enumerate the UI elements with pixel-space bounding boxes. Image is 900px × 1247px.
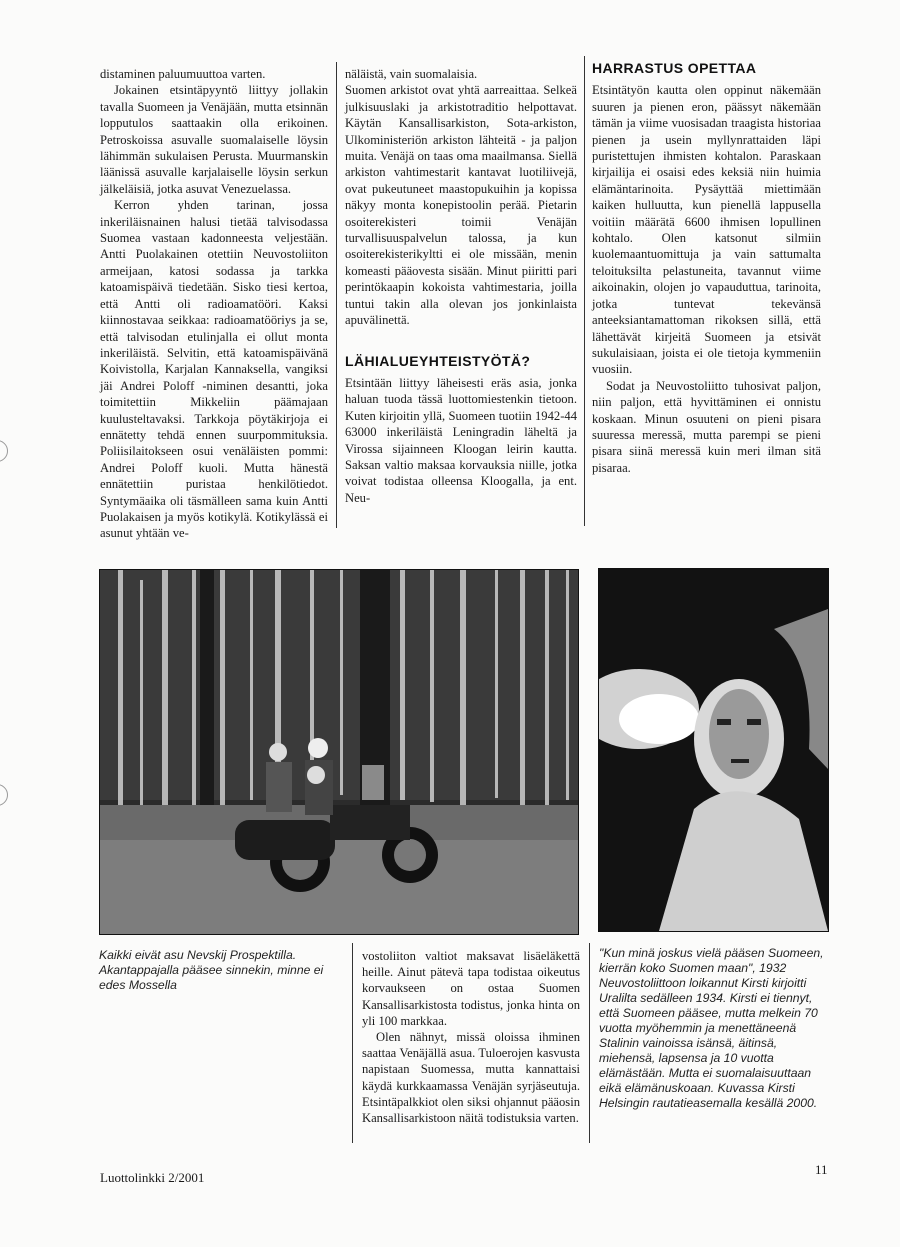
forest-motorcycle-photo <box>99 569 579 935</box>
photo-illustration <box>599 569 828 931</box>
paragraph: distaminen paluumuuttoa varten. <box>100 67 266 81</box>
publication-footer: Luottolinkki 2/2001 <box>100 1170 205 1185</box>
column-rule <box>589 943 590 1143</box>
woman-portrait-photo <box>598 568 829 932</box>
article-column-2 <box>345 66 577 506</box>
caption-text: Kaikki eivät asu Nevskij Prospektilla. Akantappajalla pääsee sinnekin, minne ei edes Mossella <box>99 948 324 992</box>
paragraph: Olen nähnyt, missä oloissa ihminen saattaa Venäjällä asua. Tuloerojen kasvusta napistaan Suomessa, mutta kannattaisi käydä kurkkaamassa Venäjän syrjäseutuja. Etsintäpalkkiot olen siksi ohjannut pääosin Kansallisarkistoon näitä todistuksia varten. <box>362 1030 580 1126</box>
article-column-1 <box>100 66 328 542</box>
article-column-3 <box>592 60 821 476</box>
punch-hole-mark-bottom <box>0 784 8 806</box>
section-heading: LÄHIALUEYHTEISTYÖTÄ? <box>345 352 531 369</box>
photo-illustration <box>100 570 578 934</box>
paragraph: Etsintään liittyy läheisesti eräs asia, jonka haluan tuoda tässä luottomiestenkin tietoon. Kuten kirjoitin yllä, Suomeen tuotiin 1942-44 63000 inkeriläistä Leningradin läheltä ja Virossa sijainneen Kloogan leirin kautta. Saksan valtio maksaa korvauksia niille, jotka voivat todistaa olleensa Kloogalla, ja ent. Neu- <box>345 375 577 505</box>
paragraph: Jokainen etsintäpyyntö liittyy jollakin tavalla Suomeen ja Venäjään, mutta etsinnän lopputulos saattaakin olla erikoinen. Petroskoissa asuvalle suomalaiselle löysin lähimmän sukulaisen Perusta. Muurmanskin läänissä asuvalle karjalaiselle löysin serkun jälkeläisiä, jotka asuvat Venezuelassa. <box>100 83 328 196</box>
page-number: 11 <box>815 1162 828 1177</box>
paragraph: Sodat ja Neuvostoliitto tuhosivat paljon, niin paljon, että hyvittäminen ei onnistu koskaan. Minun osuuteni on pieni pisara suuressa meressä, mutta parempi se pieni pisara siinä meressä kuin meri ilman sitä pisaraa. <box>592 378 821 475</box>
photo-caption-left <box>99 948 337 993</box>
punch-hole-mark-top <box>0 440 8 462</box>
paragraph: vostoliiton valtiot maksavat lisäeläkettä heille. Ainut pätevä tapa todistaa oikeutus korvaukseen on ostaa Suomen Kansallisarkistosta todistus, jonka hinta on yli 100 markkaa. <box>362 949 580 1028</box>
column-rule <box>336 62 337 528</box>
article-column-bottom <box>362 948 580 1126</box>
paragraph: Etsintätyön kautta olen oppinut näkemään suuren ja pienen eron, päässyt näkemään tämän ja viime vuosisadan traagista historiaa pienen ja usein myllynrattaiden läpi puristettujen ihmisten kohtalon. Paraskaan kirjailija ei osaisi edes keksiä niin huimia elämäntarinoita. Pysäyttää miettimään kaiken hulluutta, kun pienellä lappusella voitiin määrätä 6600 ihmisen lopullinen kohtalo. Olen katsonut silmiin kuolemaantuomittuja ja vain sattumalta teloituksilta pelastuneita, tavannut viime aikoinakin, olojen jo vapauduttua, tarinoita, jotka tuntevat tekevänsä anteeksiantamattoman rikoksen sillä, että lähettävät kirjeitä Suomeen ja etsivät sukulaisiaan, joista ei ole tietoja kymmeniin vuosiin. <box>592 83 821 377</box>
paragraph: näläistä, vain suomalaisia. <box>345 67 478 81</box>
column-rule <box>584 56 585 526</box>
section-heading: HARRASTUS OPETTAA <box>592 60 757 76</box>
paragraph: Kerron yhden tarinan, jossa inkeriläisnainen halusi tietää talvisodassa Suomea vastaan kadonneesta veljestään. Antti Puolakainen otettiin Neuvostoliiton armeijaan, katosi sodassa ja tarkka katoamispäivä tiedetään. Sisko tiesi kertoa, että Antti oli radioamatööri. Kaksi kiinnostavaa seikkaa: radioamatööriys ja se, että talvisodan etulinjalla ei ollut monta inkeriläistä. Selvitin, että katoamispäivänä Koivistolla, Karjalan Kannaksella, vangiksi jäi Andrei Poloff -niminen desantti, joka toimitettiin Mikkeliin päämajaan kuulusteltavaksi. Tarkkoja pöytäkirjoja ei ennätetty tehdä ennen suurpommituksia. Poliisilaitokseen osui venäläisten pommi: Andrei Poloff kuoli. Mutta hänestä ennätettiin puristaa henkilötiedot. Syntymäaika oli täsmälleen sama kuin Antti Puolakaisen ja myös kotikylä. Kotikylässä ei asunut yhtään ve- <box>100 198 328 541</box>
caption-text: "Kun minä joskus vielä pääsen Suomeen, kierrän koko Suomen maan", 1932 Neuvostoliittoon loikannut Kirsti kirjoitti Uralilta sedälleen 1934. Kirsti ei tiennyt, että Suomeen pääsee, mutta melkein 70 vuotta myöhemmin ja menettäneenä Stalinin vainoissa isänsä, äitinsä, miehensä, lapsensa ja 10 vuotta elämästään. Mutta ei suomalaisuuttaan eikä elämänuskoaan. Kuvassa Kirsti Helsingin rautatieasemalla kesällä 2000. <box>599 946 824 1110</box>
paragraph: Suomen arkistot ovat yhtä aarreaittaa. Selkeä julkisuuslaki ja arkistotraditio helpottavat. Käytän Kansallisarkiston, Sota-arkiston, Ulkoministeriön arkiston lähteitä - ja paljon muita. Venäjä on taas oma maailmansa. Siellä arkiston vahtimestarit kantavat luotiliivejä, ovat pukeutuneet maastopukuihin ja kopissa näkyy monta konepistoolin perää. Pietarin osoiterekisteri toimii Venäjän turvallisuuspalvelun talossa, ja kun osoiterekisterikyltti ei ole missään, menin komeasti pääovesta sisään. Minut piiritti pari perintökaapin kokoista vahtimestaria, joilla tuntui takin alla olevan jos jonkinlaista apuvälinettä. <box>345 83 577 328</box>
photo-caption-right <box>599 946 833 1111</box>
column-rule <box>352 943 353 1143</box>
